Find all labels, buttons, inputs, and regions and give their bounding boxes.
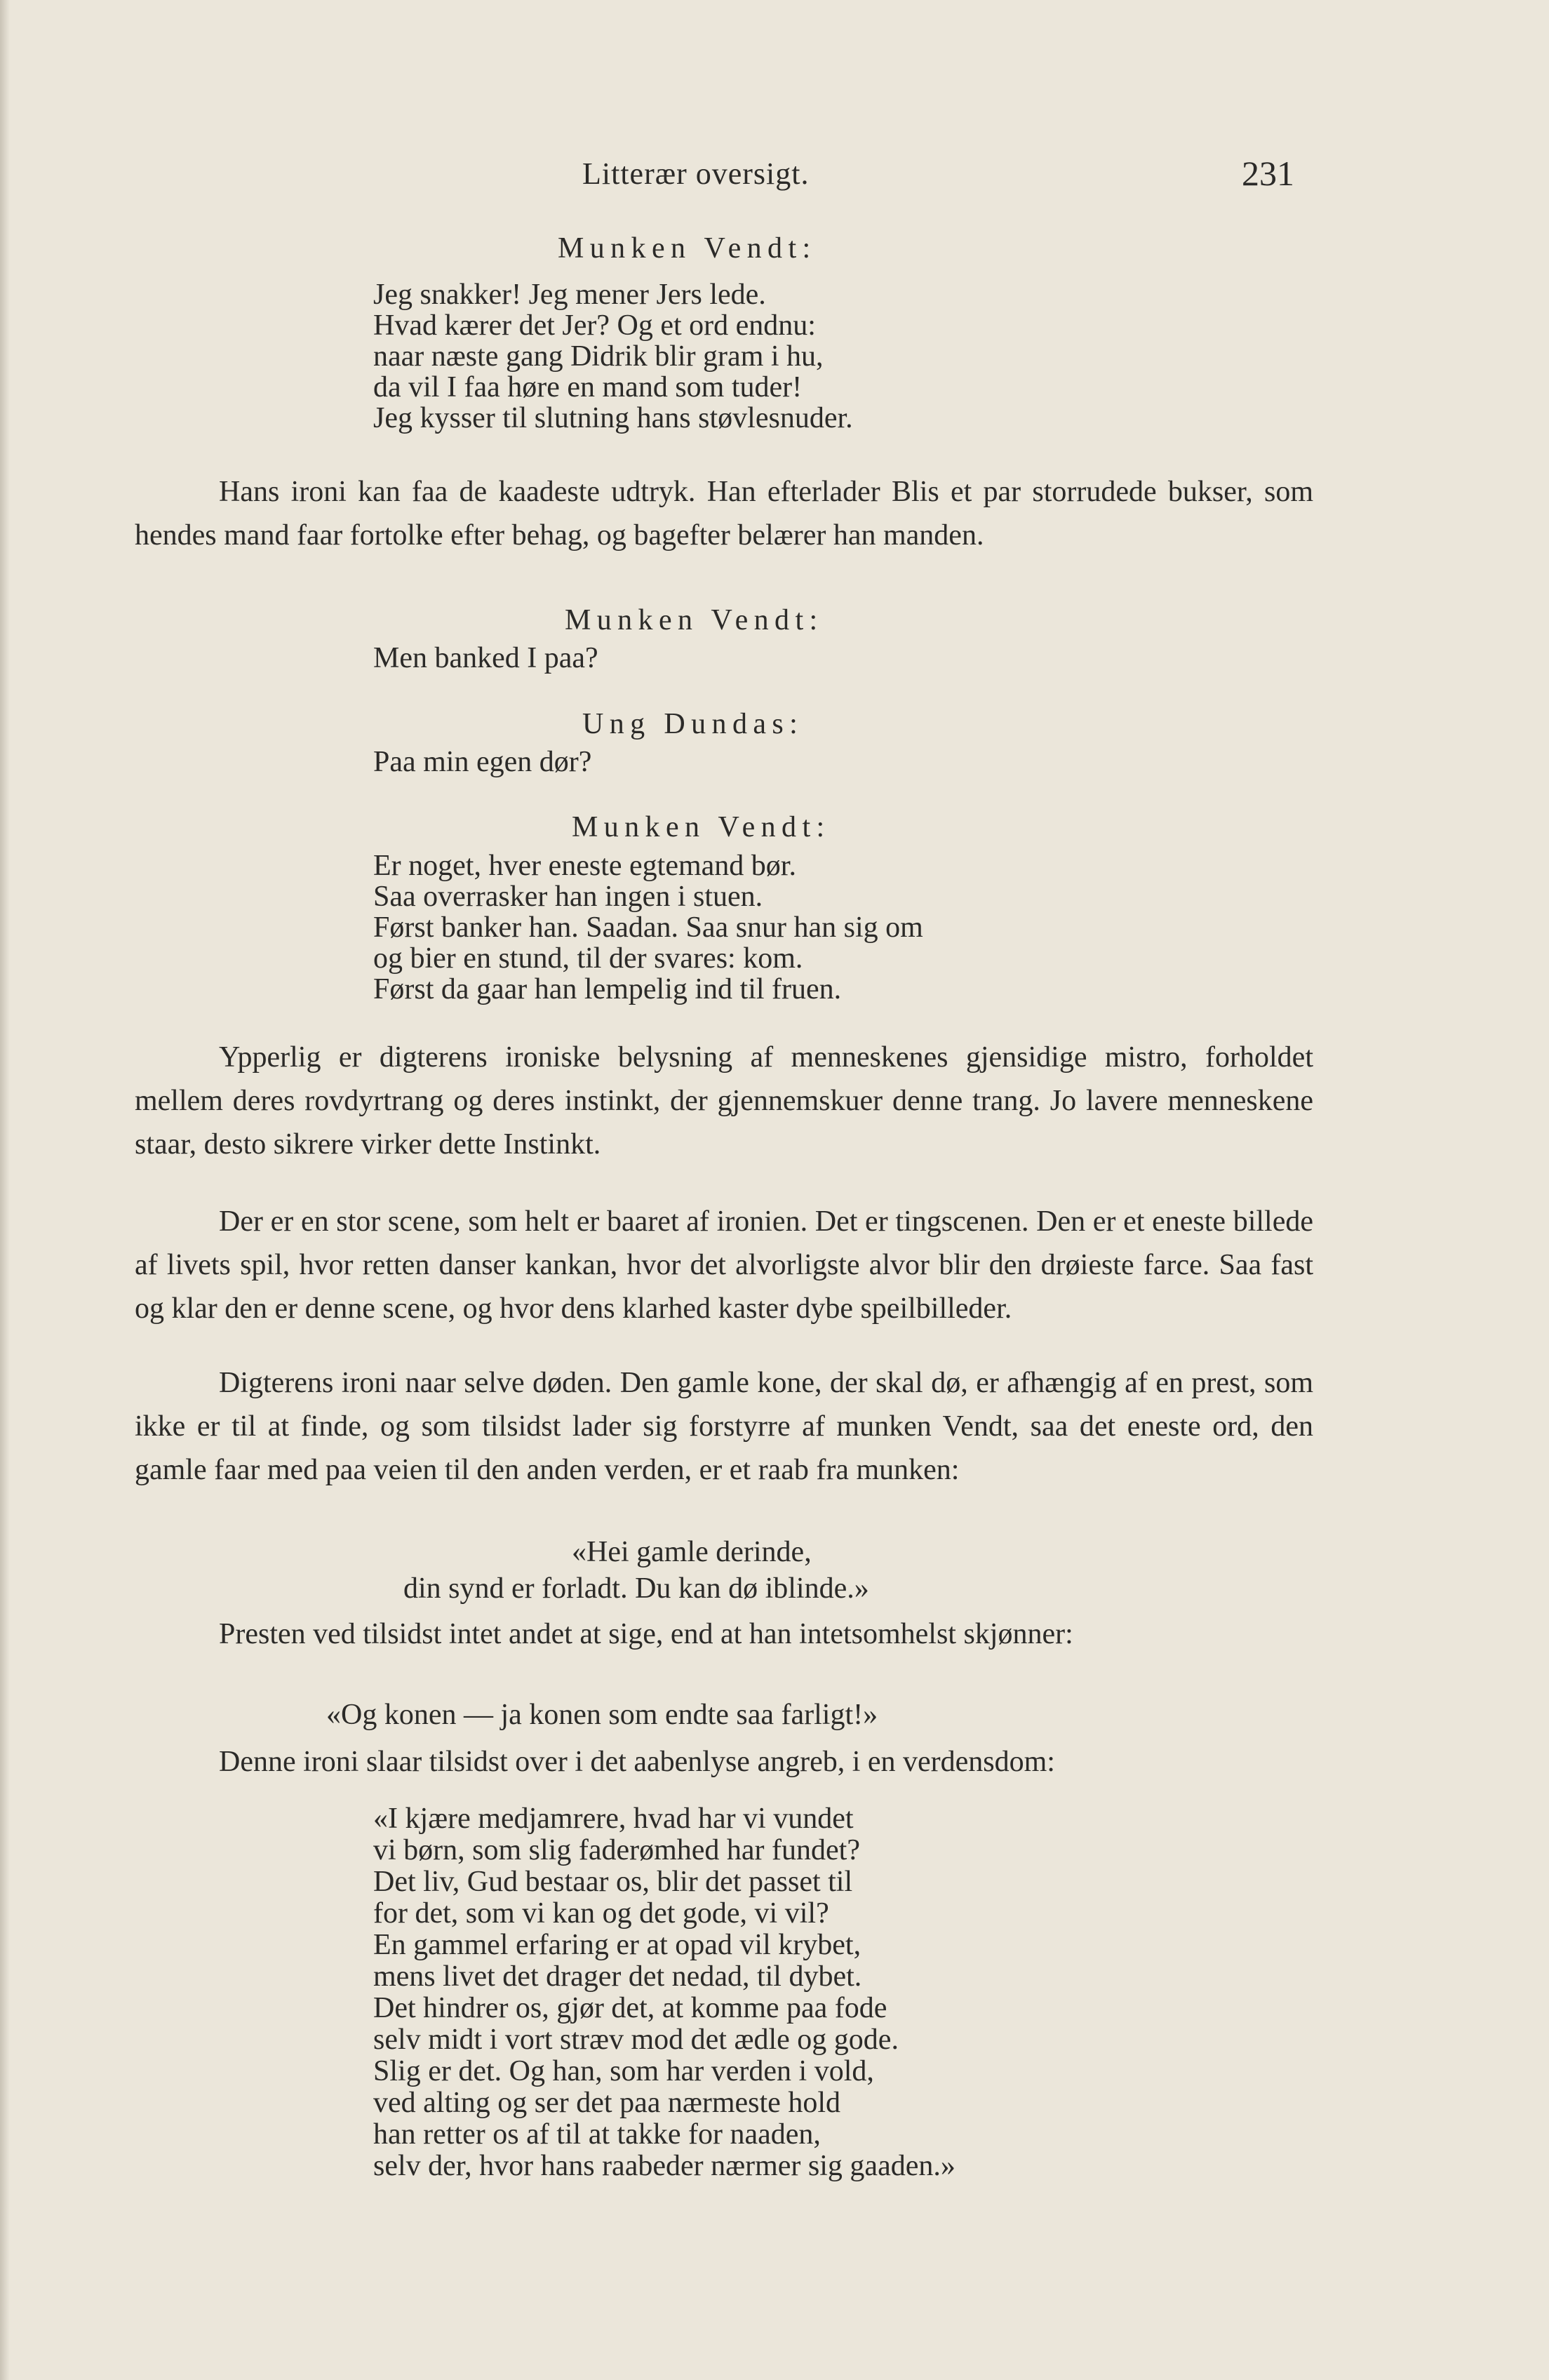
- poem-line: for det, som vi kan og det gode, vi vil?: [373, 1897, 829, 1930]
- speaker-label: Munken Vendt:: [558, 232, 817, 265]
- poem-line: Det hindrer os, gjør det, at komme paa fode: [373, 1992, 887, 2024]
- quote-line: «Og konen — ja konen som endte saa farligt!»: [326, 1699, 878, 1731]
- verse-line: Men banked I paa?: [373, 642, 598, 674]
- poem-line: ved alting og ser det paa nærmeste hold: [373, 2087, 840, 2119]
- poem-line: mens livet det drager det nedad, til dybet.: [373, 1960, 862, 1993]
- paragraph: Der er en stor scene, som helt er baaret af ironien. Det er tingscenen. Den er et eneste billede af livets spil, hvor retten danser kankan, hvor det alvorligste alvor blir den drøieste farce. Saa fast og klar den er denne scene, og hvor dens klarhed kaster dybe speilbilleder.: [135, 1205, 1313, 1325]
- verse-block: [373, 850, 923, 1005]
- quote-block: [403, 1534, 869, 1607]
- poem-line: selv der, hvor hans raabeder nærmer sig gaaden.»: [373, 2150, 955, 2182]
- paragraph: Ypperlig er digterens ironiske belysning af menneskenes gjensidige mistro, forholdet mellem deres rovdyrtrang og deres instinkt, der gjennemskuer denne trang. Jo lavere menneskene staar, desto sikrere virker dette Instinkt.: [135, 1041, 1313, 1161]
- verse-line: Jeg snakker! Jeg mener Jers lede.: [373, 279, 766, 311]
- poem-line: «I kjære medjamrere, hvad har vi vundet: [373, 1803, 854, 1835]
- poem-line: Slig er det. Og han, som har verden i vold,: [373, 2055, 874, 2087]
- verse-line: Er noget, hver eneste egtemand bør.: [373, 850, 796, 882]
- paragraph: Denne ironi slaar tilsidst over i det aabenlyse angreb, i en verdensdom:: [219, 1746, 1055, 1778]
- speaker-label: Ung Dundas:: [582, 708, 804, 740]
- poem-line: vi børn, som slig faderømhed har fundet?: [373, 1834, 860, 1866]
- poem-line: han retter os af til at takke for naaden,: [373, 2118, 821, 2151]
- quote-line: «Hei gamle derinde,: [572, 1536, 812, 1568]
- paragraph: Hans ironi kan faa de kaadeste udtryk. Han efterlader Blis et par storrudede bukser, som hendes mand faar fortolke efter behag, og bagefter belærer han manden.: [135, 476, 1313, 551]
- verse-line: Hvad kærer det Jer? Og et ord endnu:: [373, 309, 816, 342]
- verse-line: Jeg kysser til slutning hans støvlesnuder.: [373, 402, 853, 434]
- poem-block: [373, 1803, 955, 2182]
- paragraph: Digterens ironi naar selve døden. Den gamle kone, der skal dø, er afhængig af en prest, som ikke er til at finde, og som tilsidst lader sig forstyrre af munken Vendt, saa det eneste ord, den gamle faar med paa veien til den anden verden, er et raab fra munken:: [135, 1367, 1313, 1486]
- poem-line: En gammel erfaring er at opad vil krybet,: [373, 1929, 861, 1961]
- verse-line: og bier en stund, til der svares: kom.: [373, 942, 803, 975]
- page-number: 231: [1242, 154, 1294, 193]
- speaker-label: Munken Vendt:: [572, 811, 831, 843]
- quote-line: din synd er forladt. Du kan dø iblinde.»: [403, 1572, 869, 1605]
- verse-line: naar næste gang Didrik blir gram i hu,: [373, 340, 824, 373]
- poem-line: Det liv, Gud bestaar os, blir det passet til: [373, 1866, 853, 1898]
- verse-block: [373, 279, 853, 434]
- verse-line: Saa overrasker han ingen i stuen.: [373, 881, 763, 913]
- verse-line: Først banker han. Saadan. Saa snur han sig om: [373, 911, 923, 944]
- poem-line: selv midt i vort stræv mod det ædle og gode.: [373, 2024, 899, 2056]
- verse-line: Paa min egen dør?: [373, 746, 592, 778]
- running-title: Litterær oversigt.: [582, 156, 810, 191]
- verse-line: Først da gaar han lempelig ind til fruen.: [373, 973, 842, 1005]
- speaker-label: Munken Vendt:: [565, 604, 824, 636]
- verse-line: da vil I faa høre en mand som tuder!: [373, 371, 803, 403]
- paragraph: Presten ved tilsidst intet andet at sige, end at han intetsomhelst skjønner:: [219, 1618, 1073, 1650]
- page-edge-shadow: [0, 0, 10, 2380]
